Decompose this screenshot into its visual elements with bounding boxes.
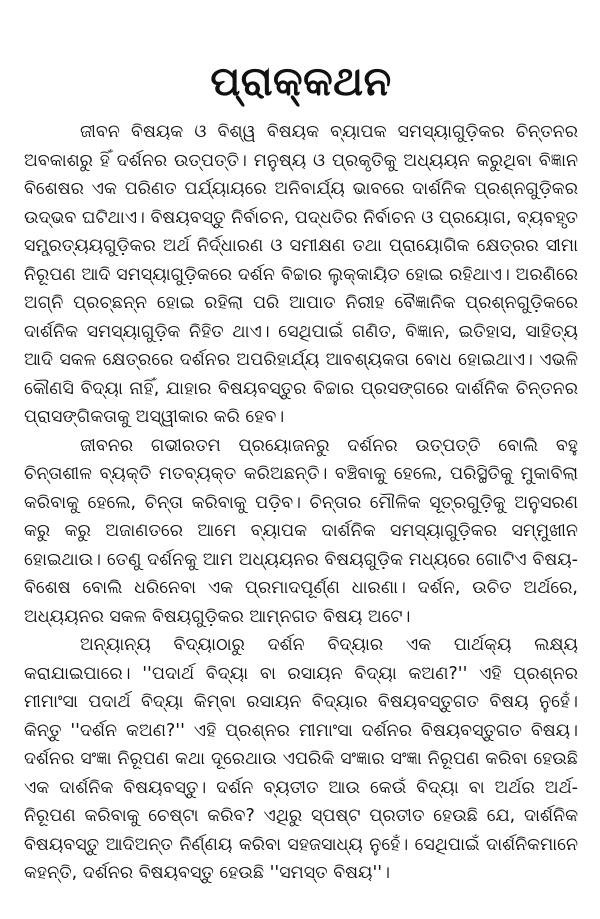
page-title: ପ୍ରାକ୍‌କଥନ <box>210 59 392 105</box>
paragraph-2: ଜୀବନର ଗଭୀରତମ ପ୍ରୟୋଜନରୁ ଦର୍ଶନର ଉତ୍ପତ୍ତି ବୋଲି ବହୁ ଚିନ୍ତାଶୀଳ ବ୍ୟକ୍ତି ମତବ୍ୟକ୍ତ କରିଅଛନ୍ତି। ବଞ୍ଚିବାକୁ ହେଲେ, ପରିସ୍ଥିତିକୁ ମୁକାବିଲା କରିବାକୁ ହେଲେ, ଚିନ୍ତା କରିବାକୁ ପଡ଼ିବ। ଚିନ୍ତାର ମୌଳିକ ସୂତ୍ରଗୁଡ଼ିକୁ ଅନୁସରଣ କରୁ କରୁ ଅଜାଣତରେ ଆମେ ବ୍ୟାପକ ଦାର୍ଶନିକ ସମସ୍ୟାଗୁଡ଼ିକର ସମ୍ମୁଖୀନ ହୋଇଥାଉ। ତେଣୁ ଦର୍ଶନକୁ ଆମ ଅଧ୍ୟୟନର ବିଷୟଗୁଡ଼ିକ ମଧ୍ୟରେ ଗୋଟିଏ ବିଷୟ-ବିଶେଷ ବୋଲି ଧରିନେବା ଏକ ପ୍ରମାଦପୂର୍ଣ୍ଣ ଧାରଣା। ଦର୍ଶନ, ଉଚିତ ଅର୍ଥରେ, ଅଧ୍ୟୟନର ସକଳ ବିଷୟଗୁଡ଼ିକର ଆମ୍ନଗତ ବିଷୟ ଅଟେ। <box>24 435 578 627</box>
paragraph-3: ଅନ୍ୟାନ୍ୟ ବିଦ୍ୟାଠାରୁ ଦର୍ଶନ ବିଦ୍ୟାର ଏକ ପାର୍ଥକ୍ୟ ଲକ୍ଷ୍ୟ କରାଯାଇପାରେ। ''ପଦାର୍ଥ ବିଦ୍ୟା ବା ରସାୟନ ବିଦ୍ୟା କଅଣ?'' ଏହି ପ୍ରଶ୍ନର ମୀମାଂସା ପଦାର୍ଥ ବିଦ୍ୟା କିମ୍ବା ରସାୟନ ବିଦ୍ୟାର ବିଷୟବସ୍ତୁଗତ ବିଷୟ ନୁହେଁ। କିନ୍ତୁ ''ଦର୍ଶନ କଅଣ?'' ଏହି ପ୍ରଶ୍ନର ମୀମାଂସା ଦର୍ଶନର ବିଷୟବସ୍ତୁଗତ ବିଷୟ। ଦର୍ଶନର ସଂଜ୍ଞା ନିରୂପଣ କଥା ଦୂରେଥାଉ ଏପରିକି ସଂଜ୍ଞାର ସଂଜ୍ଞା ନିରୂପଣ କରିବା ହେଉଛି ଏକ ଦାର୍ଶନିକ ବିଷୟବସ୍ତୁ। ଦର୍ଶନ ବ୍ୟତୀତ ଆଉ କେଉଁ ବିଦ୍ୟା ବା ଅର୍ଥର ଅର୍ଥ-ନିରୂପଣ କରିବାକୁ ଚେଷ୍ଟା କରିବ? ଏଥିରୁ ସ୍ପଷ୍ଟ ପ୍ରତୀତ ହେଉଛି ଯେ, ଦାର୍ଶନିକ ବିଷୟବସ୍ତୁ ଆଦିଅନ୍ତ ନିର୍ଣ୍ଣୟ କରିବା ସହଜସାଧ୍ୟ ନୁହେଁ। ସେଥିପାଇଁ ଦାର୍ଶନିକମାନେ କହନ୍ତି, ଦର୍ଶନର ବିଷୟବସ୍ତୁ ହେଉଛି ''ସମସ୍ତ ବିଷୟ''। <box>24 635 578 883</box>
paragraph-1: ଜୀବନ ବିଷୟକ ଓ ବିଶ୍ୱ ବିଷୟକ ବ୍ୟାପକ ସମସ୍ୟାଗୁଡ଼ିକର ଚିନ୍ତନର ଅବକାଶରୁ ହିଁ ଦର୍ଶନର ଉତ୍ପତ୍ତି। ମନୁଷ୍ୟ ଓ ପ୍ରକୃତିକୁ ଅଧ୍ୟୟନ କରୁଥିବା ବିଜ୍ଞାନ ବିଶେଷର ଏକ ପରିଣତ ପର୍ଯ୍ୟାୟରେ ଅନିବାର୍ଯ୍ୟ ଭାବରେ ଦାର୍ଶନିକ ପ୍ରଶ୍ନଗୁଡ଼ିକର ଉଦ୍ଭବ ଘଟିଥାଏ। ବିଷୟବସ୍ତୁ ନିର୍ବାଚନ, ପଦ୍ଧତିର ନିର୍ବାଚନ ଓ ପ୍ରୟୋଗ, ବ୍ୟବହୃତ ସମ୍ପ୍ରତ୍ୟୟଗୁଡ଼ିକର ଅର୍ଥ ନିର୍ଦ୍ଧାରଣ ଓ ସମୀକ୍ଷଣ ତଥା ପ୍ରାୟୋଗିକ କ୍ଷେତ୍ରର ସୀମା ନିରୂପଣ ଆଦି ସମସ୍ୟାଗୁଡ଼ିକରେ ଦର୍ଶନ ବିଚ୍ଚାର ଲୁକ୍‌କାୟିତ ହୋଇ ରହିଥାଏ। ଅରଣିରେ ଅଗ୍ନି ପ୍ରଚ୍ଛନ୍ନ ହୋଇ ରହିଲା ପରି ଆପାତ ନିରୀହ ବୈଜ୍ଞାନିକ ପ୍ରଶ୍ନଗୁଡ଼ିକରେ ଦାର୍ଶନିକ ସମସ୍ୟାଗୁଡ଼ିକ ନିହିତ ଥାଏ। ସେଥିପାଇଁ ଗଣିତ, ବିଜ୍ଞାନ, ଇତିହାସ, ସାହିତ୍ୟ ଆଦି ସକଳ କ୍ଷେତ୍ରରେ ଦର୍ଶନର ଅପରିହାର୍ଯ୍ୟ ଆବଶ୍ୟକତା ବୋଧ ହୋଇଥାଏ। ଏଭଳି କୌଣସି ବିଦ୍ୟା ନାହିଁ, ଯାହାର ବିଷୟବସ୍ତୁର ବିଚ୍ଚାର ପ୍ରସଙ୍ଗରେ ଦାର୍ଶନିକ ଚିନ୍ତନର ପ୍ରାସଙ୍ଗିକତାକୁ ଅସ୍ୱୀକାର କରି ହେବ। <box>24 122 578 427</box>
